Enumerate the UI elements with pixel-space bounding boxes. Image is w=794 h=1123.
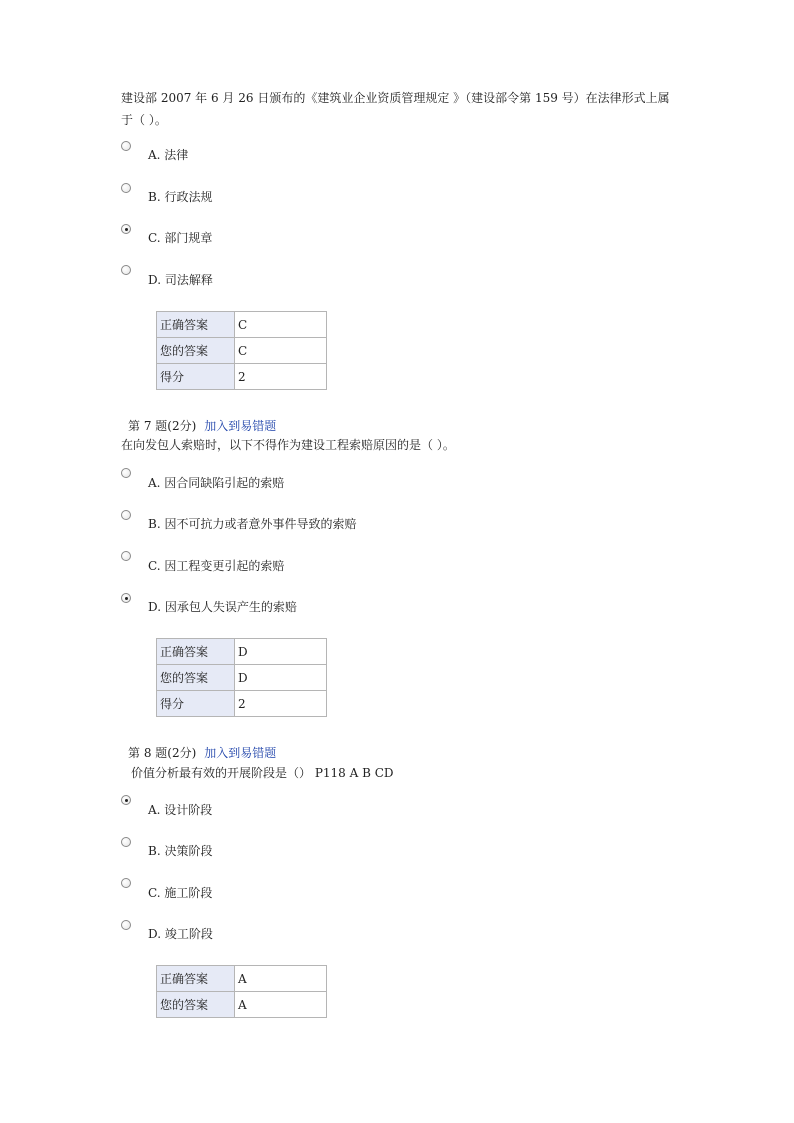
q7-option-d-label: D. 因承包人失误产生的索赔 bbox=[148, 600, 297, 614]
q7-option-b-radio[interactable] bbox=[121, 510, 131, 520]
q7-option-c-label: C. 因工程变更引起的索赔 bbox=[148, 559, 285, 573]
question-8-number: 第 8 题(2分) bbox=[128, 746, 197, 760]
correct-answer-label: 正确答案 bbox=[157, 966, 235, 992]
q8-option-c-radio[interactable] bbox=[121, 878, 131, 888]
q6-option-a-radio[interactable] bbox=[121, 141, 131, 151]
q6-option-b-radio[interactable] bbox=[121, 183, 131, 193]
q8-option-c-label: C. 施工阶段 bbox=[148, 886, 213, 900]
q6-answer-table bbox=[156, 311, 327, 390]
q7-answer-table bbox=[156, 638, 327, 717]
table-row bbox=[157, 364, 327, 390]
q6-option-c-label: C. 部门规章 bbox=[148, 231, 213, 245]
table-row bbox=[157, 665, 327, 691]
correct-answer-value: C bbox=[235, 312, 327, 338]
score-value: 2 bbox=[235, 364, 327, 390]
question-7-stem: 在向发包人索赔时，以下不得作为建设工程索赔原因的是（ ）。 bbox=[121, 438, 455, 452]
your-answer-value: D bbox=[235, 665, 327, 691]
q7-option-d-radio[interactable] bbox=[121, 593, 131, 603]
question-6-stem: 建设部 2007 年 6 月 26 日颁布的《建筑业企业资质管理规定 》（建设部令第 159 号）在法律形式上属于（ ）。 bbox=[121, 91, 670, 127]
q6-option-d-label: D. 司法解释 bbox=[148, 273, 213, 287]
q8-option-d-radio[interactable] bbox=[121, 920, 131, 930]
q6-option-a-label: A. 法律 bbox=[148, 148, 189, 162]
q6-option-d-radio[interactable] bbox=[121, 265, 131, 275]
q7-option-c-radio[interactable] bbox=[121, 551, 131, 561]
question-7-header bbox=[128, 417, 276, 434]
correct-answer-label: 正确答案 bbox=[157, 312, 235, 338]
correct-answer-value: A bbox=[235, 966, 327, 992]
q7-option-b-label: B. 因不可抗力或者意外事件导致的索赔 bbox=[148, 517, 357, 531]
q8-option-d-label: D. 竣工阶段 bbox=[148, 927, 213, 941]
q7-option-a-label: A. 因合同缺陷引起的索赔 bbox=[148, 476, 285, 490]
question-8-header bbox=[128, 744, 276, 761]
score-value: 2 bbox=[235, 691, 327, 717]
your-answer-value: A bbox=[235, 992, 327, 1018]
q6-option-b-label: B. 行政法规 bbox=[148, 190, 213, 204]
table-row bbox=[157, 691, 327, 717]
your-answer-value: C bbox=[235, 338, 327, 364]
table-row bbox=[157, 312, 327, 338]
your-answer-label: 您的答案 bbox=[157, 338, 235, 364]
table-row bbox=[157, 992, 327, 1018]
correct-answer-label: 正确答案 bbox=[157, 639, 235, 665]
q8-option-b-radio[interactable] bbox=[121, 837, 131, 847]
q7-option-a-radio[interactable] bbox=[121, 468, 131, 478]
add-to-mistakes-link[interactable]: 加入到易错题 bbox=[204, 419, 277, 433]
your-answer-label: 您的答案 bbox=[157, 992, 235, 1018]
table-row bbox=[157, 639, 327, 665]
correct-answer-value: D bbox=[235, 639, 327, 665]
q8-option-b-label: B. 决策阶段 bbox=[148, 844, 213, 858]
q8-option-a-label: A. 设计阶段 bbox=[148, 803, 213, 817]
question-7-number: 第 7 题(2分) bbox=[128, 419, 197, 433]
score-label: 得分 bbox=[157, 691, 235, 717]
score-label: 得分 bbox=[157, 364, 235, 390]
question-8-stem: 价值分析最有效的开展阶段是（） P118 A B CD bbox=[131, 766, 394, 780]
q6-option-c-radio[interactable] bbox=[121, 224, 131, 234]
add-to-mistakes-link[interactable]: 加入到易错题 bbox=[204, 746, 277, 760]
table-row bbox=[157, 966, 327, 992]
your-answer-label: 您的答案 bbox=[157, 665, 235, 691]
q8-answer-table bbox=[156, 965, 327, 1018]
table-row bbox=[157, 338, 327, 364]
q8-option-a-radio[interactable] bbox=[121, 795, 131, 805]
